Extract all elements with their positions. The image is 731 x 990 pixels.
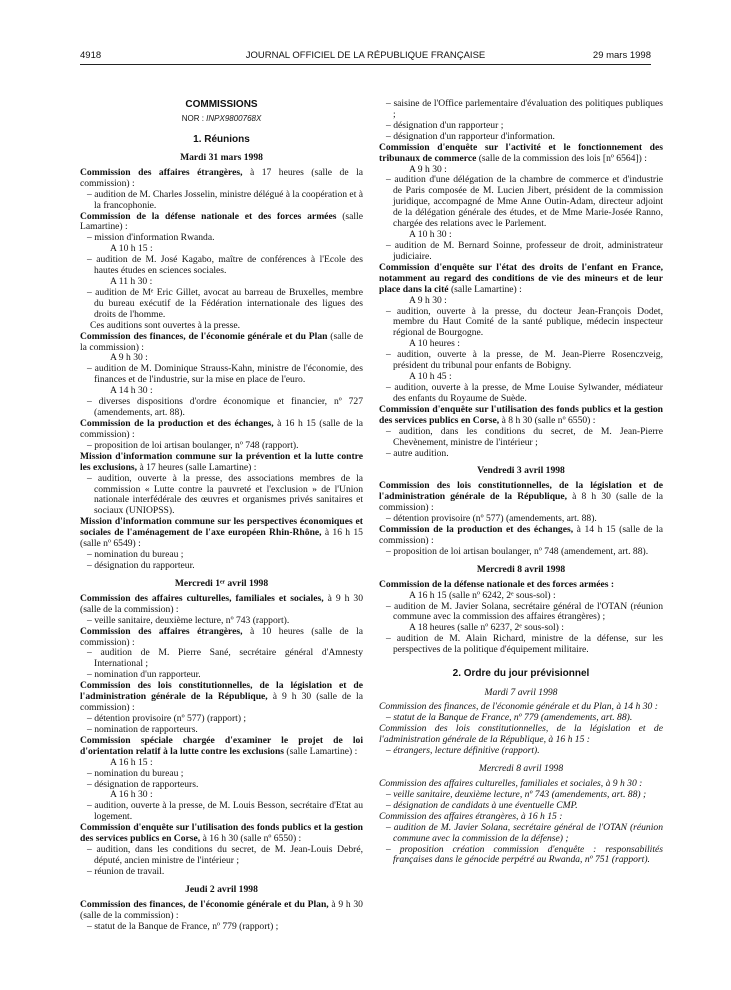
commission-name: Commission d'enquête sur l'utilisation des fonds publics et la gestion des services publics en Corse,: [379, 403, 663, 426]
commission-entry: Commission des affaires culturelles, familiales et sociales, à 9 h 30 :: [379, 778, 643, 790]
time-label: A 10 h 30 :: [409, 229, 452, 241]
note-text: Ces auditions sont ouvertes à la presse.: [90, 319, 241, 331]
agenda-item: – nomination de rapporteurs.: [87, 723, 198, 735]
agenda-item: – audition, ouverte à la presse, du docteur Jean-François Dodet, membre du Haut Comité de la santé publique, médecin inspecteur régional de Bourgogne.: [386, 305, 663, 339]
commission-name: Commission des finances, de l'économie générale et du Plan: [80, 330, 328, 342]
agenda-item: – audition, ouverte à la presse, de M. Louis Besson, secrétaire d'Etat au logement.: [87, 800, 363, 823]
commission-name: Commission spéciale chargée d'examiner le projet de loi d'orientation relatif à la lutte contre les exclusions: [80, 734, 363, 757]
agenda-entries: [379, 688, 663, 867]
date-heading: Mercredi 1ᵉʳ avril 1998: [174, 577, 269, 589]
agenda-item: – mission d'information Rwanda.: [87, 232, 215, 244]
commission-name: Commission de la production et des échanges,: [80, 418, 274, 430]
issue-date: 29 mars 1998: [592, 50, 651, 61]
nor-label: NOR :: [181, 114, 204, 124]
commission-entry: Mission d'information commune sur les perspectives économiques et sociales de l'aménagement de l'axe européen Rhin-Rhône, à 16 h 15 (salle nº 6549) :: [80, 516, 363, 550]
commission-name: Commission de la défense nationale et des forces armées: [80, 210, 337, 222]
agenda-item: – statut de la Banque de France, nº 779 (amendements, art. 88).: [386, 712, 633, 724]
agenda-item: – statut de la Banque de France, nº 779 (rapport) ;: [87, 920, 279, 932]
agenda-item: – veille sanitaire, deuxième lecture, nº 743 (amendements, art. 88) ;: [386, 788, 647, 800]
agenda-item: – diverses dispositions d'ordre économique et financier, nº 727 (amendements, art. 88).: [87, 396, 363, 419]
commission-name: Commission des affaires culturelles, familiales et sociales,: [80, 592, 324, 604]
commission-entry: Commission de la défense nationale et des forces armées (salle Lamartine) :: [80, 210, 363, 233]
commission-entry: Commission d'enquête sur l'état des droits de l'enfant en France, notamment au regard des conditions de vie des mineurs et de leur place dans la cité (salle Lamartine) :: [379, 261, 663, 295]
time-label: A 9 h 30 :: [409, 163, 447, 175]
commission-entry: Commission de la production et des échanges, à 14 h 15 (salle de la commission) :: [379, 524, 663, 546]
agenda-item: – réunion de travail.: [87, 865, 165, 877]
agenda-item: – détention provisoire (nº 577) (amendements, art. 88).: [386, 513, 597, 525]
time-label: A 18 heures (salle nº 6237, 2ᵉ sous-sol) :: [409, 622, 564, 634]
commission-entry: Commission des finances, de l'économie générale et du Plan, à 9 h 30 (salle de la commission) :: [80, 898, 363, 921]
time-label: A 10 h 45 :: [409, 371, 452, 383]
agenda-item: – désignation du rapporteur.: [87, 560, 195, 571]
agenda-item: – désignation d'un rapporteur d'information.: [386, 130, 555, 142]
agenda-item: – audition, dans les conditions du secret, de M. Jean-Louis Debré, député, ancien ministre de l'intérieur ;: [87, 844, 363, 866]
commission-name: Commission de la production et des échanges,: [379, 524, 574, 536]
agenda-item: – audition d'une délégation de la chambre de commerce et d'industrie de Paris composée de M. Lucien Jibert, président de la commission juridique, accompagné de Mme Anne Outin-Adam, directeur adjoint de la délégation générale des études, et de Mme Marie-Josée Ranno, chargée des relations avec le Parlement.: [386, 174, 663, 230]
commission-name: Commission d'enquête sur l'utilisation des fonds publics et la gestion des services publics en Corse,: [80, 822, 363, 845]
agenda-item: – audition de M. Bernard Soinne, professeur de droit, administrateur judiciaire.: [386, 239, 663, 262]
time-label: A 16 h 15 :: [110, 756, 153, 768]
time-label: A 16 h 30 :: [110, 789, 153, 801]
right-entries: [379, 99, 663, 656]
commission-entry: Commission des finances, de l'économie générale et du Plan, à 14 h 30 :: [379, 701, 658, 713]
commission-name: Commission des lois constitutionnelles, de la législation et de l'administration générale de la République,: [80, 680, 363, 703]
commission-name: Commission des finances, de l'économie générale et du Plan,: [80, 898, 329, 910]
agenda-item: – audition, ouverte à la presse, des associations membres de la commission « Lutte contre la pauvreté et l'exclusion » de l'Union nationale interfédérale des œuvres et organismes privés sanitaires et sociaux (UNIOPSS).: [87, 472, 363, 517]
agenda-item: – audition de M. Charles Josselin, ministre délégué à la coopération et à la francophonie.: [87, 188, 364, 211]
commission-entry: Commission des lois constitutionnelles, de la législation et de l'administration générale de la République, à 9 h 30 (salle de la commission) :: [80, 680, 363, 714]
section-title: COMMISSIONS: [185, 99, 258, 110]
subsection-reunions: 1. Réunions: [193, 133, 250, 145]
agenda-item: – audition de M. Javier Solana, secrétaire général de l'OTAN (réunion commune avec la commission de la défense) ;: [386, 821, 663, 844]
page-number: 4918: [80, 50, 102, 61]
agenda-item: – veille sanitaire, deuxième lecture, nº 743 (rapport).: [87, 614, 290, 626]
commission-entry: Commission des lois constitutionnelles, de la législation et de l'administration générale de la République, à 8 h 30 (salle de la commission) :: [379, 480, 663, 514]
commission-name: Mission d'information commune sur la prévention et la lutte contre les exclusions,: [80, 450, 363, 473]
date-heading: Mardi 7 avril 1998: [484, 686, 558, 698]
time-label: A 9 h 30 :: [110, 352, 148, 364]
agenda-item: – audition de M. José Kagabo, maître de conférences à l'Ecole des hautes études en sciences sociales.: [87, 254, 363, 277]
agenda-item: – audition, ouverte à la presse, de M. Jean-Pierre Rosenczveig, président du tribunal pour enfants de Bobigny.: [386, 349, 663, 372]
agenda-item: – nomination du bureau ;: [87, 767, 184, 779]
agenda-item: – audition, dans les conditions du secret, de M. Jean-Pierre Chevènement, ministre de l'intérieur ;: [386, 425, 663, 448]
commission-entry: [379, 580, 663, 591]
commission-name: Commission des lois constitutionnelles, de la législation et de l'administration générale de la République,: [379, 480, 663, 503]
page-header: [80, 51, 651, 65]
date-heading: Vendredi 3 avril 1998: [477, 465, 565, 477]
agenda-item: – désignation de candidats à une éventuelle CMP.: [386, 799, 578, 811]
commission-entry: Commission des affaires culturelles, familiales et sociales, à 9 h 30 (salle de la commission) :: [80, 592, 363, 615]
time-label: A 16 h 15 (salle nº 6242, 2ᵉ sous-sol) :: [409, 589, 556, 601]
time-label: A 10 heures :: [409, 338, 460, 350]
agenda-item: – audition de M. Javier Solana, secrétaire général de l'OTAN (réunion commune avec la commission des affaires étrangères) ;: [386, 600, 663, 623]
journal-title: JOURNAL OFFICIEL DE LA RÉPUBLIQUE FRANÇAISE: [245, 50, 486, 61]
agenda-item: – nomination du bureau ;: [87, 549, 184, 561]
commission-entry: Commission des affaires étrangères, à 16 h 15 :: [379, 810, 563, 822]
subsection-ordre-du-jour: 2. Ordre du jour prévisionnel: [452, 668, 590, 680]
commission-name: Mission d'information commune sur les perspectives économiques et sociales de l'aménagement de l'axe européen Rhin-Rhône,: [80, 516, 363, 539]
commission-entry: Commission des finances, de l'économie générale et du Plan (salle de la commission) :: [80, 330, 363, 353]
agenda-item: – détention provisoire (nº 577) (rapport) ;: [87, 712, 247, 724]
agenda-item: – audition de Mᵉ Eric Gillet, avocat au barreau de Bruxelles, membre du bureau exécutif de la Fédération internationale des ligues des droits de l'homme.: [87, 286, 363, 320]
commission-entry: Commission de la production et des échanges, à 16 h 15 (salle de la commission) :: [80, 418, 363, 440]
commission-name: Commission de la défense nationale et des forces armées :: [379, 578, 615, 590]
commission-entry: Commission d'enquête sur l'utilisation des fonds publics et la gestion des services publics en Corse, à 8 h 30 (salle nº 6550) :: [379, 403, 663, 426]
date-heading: Mercredi 8 avril 1998: [478, 763, 564, 775]
commission-entry: Commission des affaires étrangères, à 17 heures (salle de la commission) :: [80, 166, 363, 189]
commission-name: Commission des affaires étrangères,: [80, 166, 243, 178]
nor-reference: [80, 114, 363, 123]
commission-entry: Commission d'enquête sur l'activité et le fonctionnement des tribunaux de commerce (salle de la commission des lois [nº 6564]) :: [379, 141, 663, 164]
right-column: [379, 99, 663, 866]
agenda-item: – audition de M. Dominique Strauss-Kahn, ministre de l'économie, des finances et de l'industrie, sur la mise en place de l'euro.: [87, 363, 363, 386]
agenda-item: – proposition de loi artisan boulanger, nº 748 (amendement, art. 88).: [386, 545, 649, 557]
left-entries: [80, 153, 363, 933]
left-column: [80, 99, 363, 933]
nor-code: INPX9800768X: [206, 114, 262, 124]
date-heading: Mardi 31 mars 1998: [180, 151, 263, 163]
agenda-item: – désignation de rapporteurs.: [87, 778, 199, 790]
agenda-item: – étrangers, lecture définitive (rapport).: [386, 745, 540, 757]
agenda-item: – audition, ouverte à la presse, de Mme Louise Sylwander, médiateur des enfants du Royaume de Suède.: [386, 381, 663, 404]
commission-entry: Commission des lois constitutionnelles, de la législation et de l'administration générale de la République, à 16 h 15 :: [379, 723, 663, 746]
agenda-item: – proposition création commission d'enquête : responsabilités françaises dans le génocide perpétré au Rwanda, nº 751 (rapport).: [386, 843, 663, 866]
commission-name: Commission des affaires étrangères,: [80, 625, 243, 637]
agenda-item: – proposition de loi artisan boulanger, nº 748 (rapport).: [87, 439, 299, 451]
commission-name: Commission d'enquête sur l'activité et le fonctionnement des tribunaux de commerce: [379, 141, 663, 164]
commission-entry: Commission d'enquête sur l'utilisation des fonds publics et la gestion des services publics en Corse, à 16 h 30 (salle nº 6550) :: [80, 822, 363, 845]
header-rule: [80, 64, 651, 65]
time-label: A 10 h 15 :: [110, 243, 153, 255]
commission-entry: Commission des affaires étrangères, à 10 heures (salle de la commission) :: [80, 625, 363, 648]
agenda-item: – audition de M. Pierre Sané, secrétaire général d'Amnesty International ;: [87, 647, 363, 670]
commission-name: Commission d'enquête sur l'état des droits de l'enfant en France, notamment au regard des conditions de vie des mineurs et de leur place dans la cité: [379, 261, 663, 295]
agenda-item: – autre audition.: [386, 447, 449, 459]
agenda-item: – désignation d'un rapporteur ;: [386, 119, 504, 131]
date-heading: Mercredi 8 avril 1998: [476, 563, 566, 575]
commission-entry: Mission d'information commune sur la prévention et la lutte contre les exclusions, à 17 heures (salle Lamartine) :: [80, 450, 363, 473]
agenda-item: – saisine de l'Office parlementaire d'évaluation des politiques publiques ;: [386, 98, 663, 120]
agenda-item: – nomination d'un rapporteur.: [87, 669, 201, 681]
time-label: A 11 h 30 :: [110, 276, 153, 288]
time-label: A 9 h 30 :: [409, 294, 447, 306]
date-heading: Jeudi 2 avril 1998: [185, 883, 258, 895]
time-label: A 14 h 30 :: [110, 385, 153, 397]
commission-entry: Commission spéciale chargée d'examiner le projet de loi d'orientation relatif à la lutte contre les exclusions (salle Lamartine) :: [80, 734, 363, 757]
agenda-item: – audition de M. Alain Richard, ministre de la défense, sur les perspectives de la politique d'équipement militaire.: [386, 633, 663, 656]
